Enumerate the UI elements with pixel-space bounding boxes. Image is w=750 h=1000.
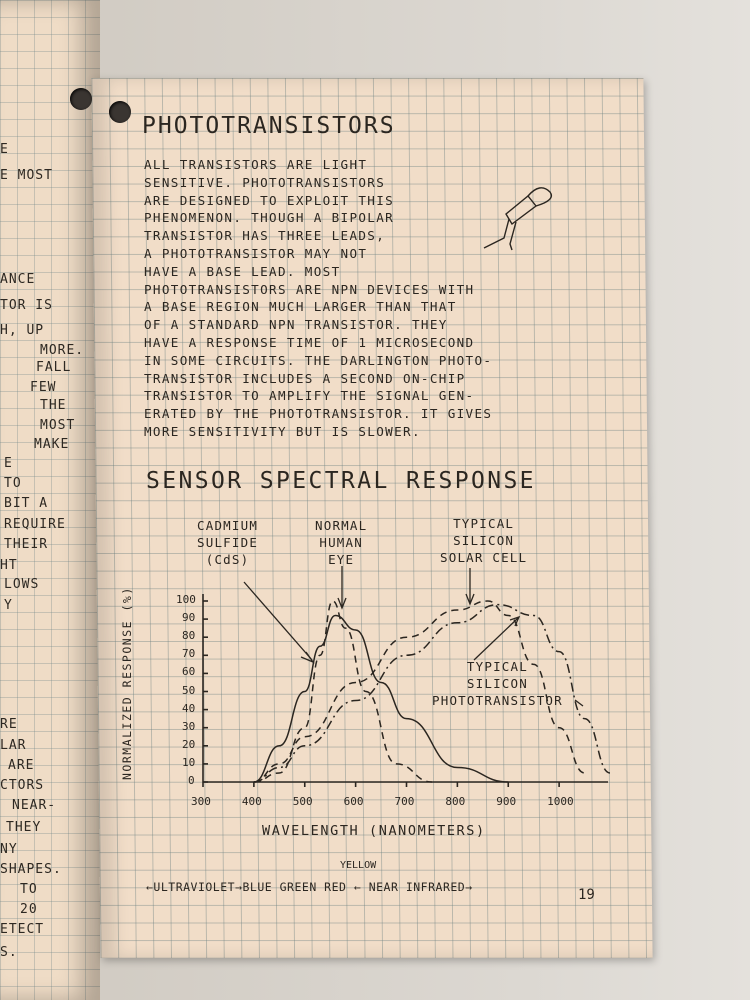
y-tick-label: 30 bbox=[182, 719, 196, 733]
body-line: SENSITIVE. PHOTOTRANSISTORS bbox=[144, 174, 386, 190]
left-page-fragment: LAR bbox=[0, 738, 27, 753]
series-line-1 bbox=[254, 601, 432, 782]
photo-label-line: SILICON bbox=[466, 676, 528, 691]
left-page-fragment: THEIR bbox=[4, 537, 49, 552]
left-page-fragment: E MOST bbox=[0, 168, 53, 183]
cds-arrowhead bbox=[301, 652, 313, 662]
left-page-fragment: THE bbox=[40, 398, 67, 413]
eye-label-line: NORMAL bbox=[315, 518, 368, 533]
left-page-fragment: TO bbox=[4, 476, 22, 491]
cds-label-line: (CdS) bbox=[205, 552, 250, 567]
y-tick-label: 80 bbox=[182, 629, 196, 643]
y-tick-label: 50 bbox=[182, 683, 196, 697]
left-page-fragment: ETECT bbox=[0, 922, 45, 937]
y-tick-label: 90 bbox=[182, 611, 196, 625]
body-line: OF A STANDARD NPN TRANSISTOR. THEY bbox=[144, 317, 448, 333]
left-page-fragment: ARE bbox=[8, 758, 35, 773]
left-page-fragment: NY bbox=[0, 842, 18, 857]
body-line: TRANSISTOR HAS THREE LEADS, bbox=[144, 228, 386, 244]
left-page-fragment: NEAR- bbox=[12, 798, 57, 813]
left-page-fragment: E bbox=[4, 456, 13, 471]
left-page-fragment: LOWS bbox=[4, 577, 40, 592]
body-line: PHENOMENON. THOUGH A BIPOLAR bbox=[144, 210, 395, 226]
cds-label-line: CADMIUM bbox=[197, 518, 259, 533]
body-line: A PHOTOTRANSISTOR MAY NOT bbox=[144, 245, 368, 261]
body-line: IN SOME CIRCUITS. THE DARLINGTON PHOTO- bbox=[144, 352, 493, 368]
photo-arrow bbox=[474, 618, 518, 660]
eye-label-line: HUMAN bbox=[319, 535, 363, 550]
y-axis-label: NORMALIZED RESPONSE (%) bbox=[120, 586, 134, 780]
left-page-fragment: REQUIRE bbox=[4, 517, 66, 532]
left-page-fragment: TOR IS bbox=[0, 298, 53, 313]
y-tick-label: 40 bbox=[182, 701, 196, 715]
chart-title: SENSOR SPECTRAL RESPONSE bbox=[146, 468, 536, 494]
left-page-fragment: H, UP bbox=[0, 323, 45, 338]
y-tick-label: 100 bbox=[176, 593, 196, 606]
photo-label-line: TYPICAL bbox=[466, 659, 528, 674]
x-tick-label: 900 bbox=[496, 795, 517, 808]
body-line: TRANSISTOR TO AMPLIFY THE SIGNAL GEN- bbox=[144, 388, 475, 404]
left-page-fragment: MOST bbox=[40, 418, 76, 433]
left-page-fragment: S. bbox=[0, 945, 18, 960]
spectrum-band-line: ←ULTRAVIOLET→BLUE GREEN RED ← NEAR INFRARED→ bbox=[146, 880, 473, 894]
left-page-fragment: FALL bbox=[36, 360, 72, 375]
left-page-fragment: SHAPES. bbox=[0, 862, 62, 877]
left-page-fragment: THEY bbox=[6, 820, 42, 835]
left-page-fragment: Y bbox=[4, 598, 13, 613]
yellow-label: YELLOW bbox=[340, 860, 377, 871]
y-tick-label: 10 bbox=[182, 755, 196, 769]
left-page-fragment: 20 bbox=[20, 902, 38, 917]
eye-label-line: EYE bbox=[328, 552, 355, 567]
x-tick-label: 1000 bbox=[547, 795, 574, 808]
x-tick-label: 600 bbox=[343, 795, 364, 808]
body-line: ERATED BY THE PHOTOTRANSISTOR. IT GIVES bbox=[144, 406, 493, 422]
x-tick-label: 400 bbox=[241, 795, 262, 808]
y-tick-label: 0 bbox=[188, 774, 195, 787]
solar-label-line: TYPICAL bbox=[453, 516, 515, 531]
left-page-fragment: TO bbox=[20, 882, 38, 897]
y-tick-label: 70 bbox=[182, 647, 196, 661]
left-page-fragment: E bbox=[0, 142, 9, 157]
body-line: PHOTOTRANSISTORS ARE NPN DEVICES WITH bbox=[144, 281, 475, 297]
cds-arrow bbox=[244, 582, 312, 660]
x-tick-label: 800 bbox=[445, 795, 466, 808]
solar-label-line: SOLAR CELL bbox=[440, 550, 528, 565]
page-title: PHOTOTRANSISTORS bbox=[142, 113, 396, 139]
body-line: A BASE REGION MUCH LARGER THAN THAT bbox=[144, 299, 457, 315]
left-page-fragment: ANCE bbox=[0, 272, 36, 287]
photo-label bbox=[432, 658, 563, 709]
left-page-fragment: HT bbox=[0, 558, 18, 573]
body-line: HAVE A BASE LEAD. MOST bbox=[144, 263, 341, 279]
x-tick-label: 500 bbox=[292, 795, 313, 808]
solar-label bbox=[440, 515, 527, 566]
body-line: ALL TRANSISTORS ARE LIGHT bbox=[144, 157, 368, 172]
left-page-fragment: CTORS bbox=[0, 778, 45, 793]
photo-label-line: PHOTOTRANSISTOR bbox=[432, 693, 563, 708]
y-tick-label: 60 bbox=[182, 665, 196, 679]
x-tick-label: 300 bbox=[191, 795, 211, 808]
body-line: TRANSISTOR INCLUDES A SECOND ON-CHIP bbox=[144, 370, 466, 386]
x-axis-label: WAVELENGTH (NANOMETERS) bbox=[262, 823, 486, 839]
left-page-fragment: MAKE bbox=[34, 437, 70, 452]
page-number: 19 bbox=[578, 887, 595, 903]
cds-label-line: SULFIDE bbox=[197, 535, 259, 550]
y-tick-label: 20 bbox=[182, 737, 196, 751]
eye-label bbox=[315, 517, 367, 568]
left-page-fragment: RE bbox=[0, 717, 18, 732]
left-page-fragment: FEW bbox=[30, 380, 57, 395]
solar-label-line: SILICON bbox=[453, 533, 515, 548]
left-page-fragment: MORE. bbox=[40, 343, 85, 358]
body-line: HAVE A RESPONSE TIME OF 1 MICROSECOND bbox=[144, 334, 475, 350]
body-line: MORE SENSITIVITY BUT IS SLOWER. bbox=[144, 423, 421, 439]
left-page-fragment: BIT A bbox=[4, 496, 49, 511]
body-line: ARE DESIGNED TO EXPLOIT THIS bbox=[144, 192, 395, 208]
x-tick-label: 700 bbox=[394, 795, 415, 808]
cds-label bbox=[197, 517, 258, 568]
